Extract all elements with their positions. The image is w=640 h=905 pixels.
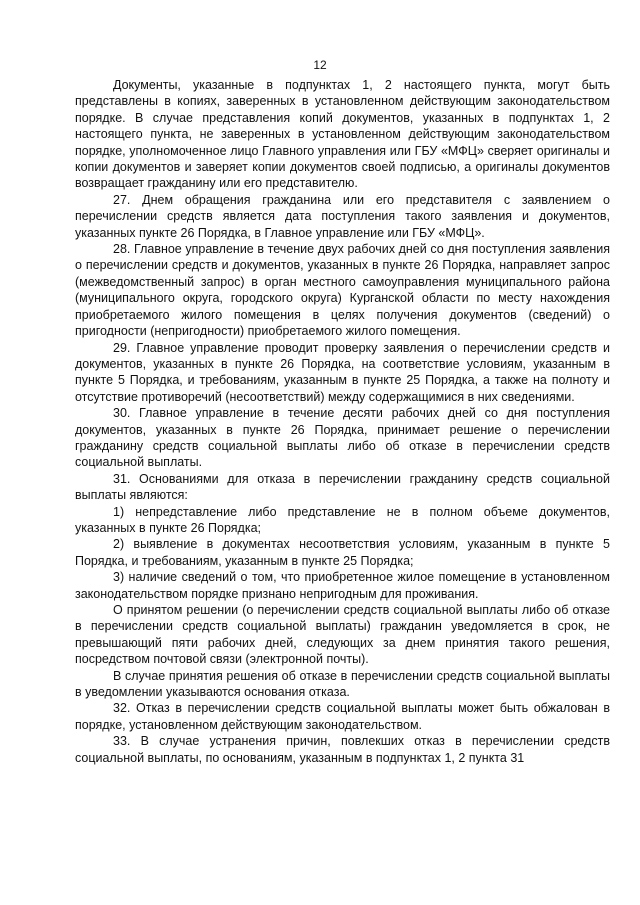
paragraph: 31. Основаниями для отказа в перечислении гражданину средств социальной выплаты являются: [75,471,610,503]
paragraph: 2) выявление в документах несоответствия условиям, указанным в пункте 5 Порядка, и требованиям, указанным в пункте 25 Порядка; [75,537,610,568]
document-body [75,77,610,766]
paragraph: 27. Днем обращения гражданина или его представителя с заявлением о перечислении средств является дата поступления такого заявления и документов, указанных пункте 26 Порядка, в Главное управление или ГБУ «МФЦ». [75,192,610,240]
paragraph: 30. Главное управление в течение десяти рабочих дней со дня поступления документов, указанных в пункте 26 Порядка, принимает решение о перечислении гражданину средств социальной выплаты либо об отказе в перечислении средств социальной выплаты. [75,406,610,470]
paragraph: 28. Главное управление в течение двух рабочих дней со дня поступления заявления о перечислении средств и документов, указанных в пункте 26 Порядка, направляет запрос (межведомственный запрос) в орган местного самоуправления муниципального района (муниципального округа, городского округа) Курганской области по месту нахождения приобретаемого жилого помещения в целях получения документов (сведений) о пригодности (непригодности) приобретаемого жилого помещения. [75,242,610,339]
paragraph: 1) непредставление либо представление не в полном объеме документов, указанных в пункте 26 Порядка; [75,504,610,535]
paragraph: О принятом решении (о перечислении средств социальной выплаты либо об отказе в перечислении средств социальной выплаты) гражданин уведомляется в срок, не превышающий пяти рабочих дней, следующих за днем принятия такого решения, посредством почтовой связи (электронной почты). [75,603,610,667]
paragraph: 3) наличие сведений о том, что приобретенное жилое помещение в установленном законодательством порядке признано непригодным для проживания. [75,570,610,601]
paragraph: В случае принятия решения об отказе в перечислении средств социальной выплаты в уведомлении указываются основания отказа. [75,668,610,700]
paragraph: 32. Отказ в перечислении средств социальной выплаты может быть обжалован в порядке, установленном действующим законодательством. [75,701,610,732]
paragraph: Документы, указанные в подпунктах 1, 2 настоящего пункта, могут быть представлены в копиях, заверенных в установленном действующим законодательством порядке. В случае представления копий документов, указанных в подпунктах 1, 2 настоящего пункта, не заверенных в установленном действующим законодательством порядке, уполномоченное лицо Главного управления или ГБУ «МФЦ» сверяет оригиналы и копии документов и заверяет копии документов своей подписью, а оригиналы документов возвращает гражданину или его представителю. [75,78,610,191]
paragraph: 33. В случае устранения причин, повлекших отказ в перечислении средств социальной выплаты, по основаниям, указанным в подпунктах 1, 2 пункта 31 [75,734,610,765]
page-number: 12 [313,58,327,72]
paragraph: 29. Главное управление проводит проверку заявления о перечислении средств и документов, указанных в пункте 26 Порядка, на соответствие условиям, указанным в пункте 5 Порядка, и требованиям, указанным в пункте 25 Порядка, а также на полноту и отсутствие противоречий (несоответствий) между содержащимися в них сведениями. [75,340,610,404]
